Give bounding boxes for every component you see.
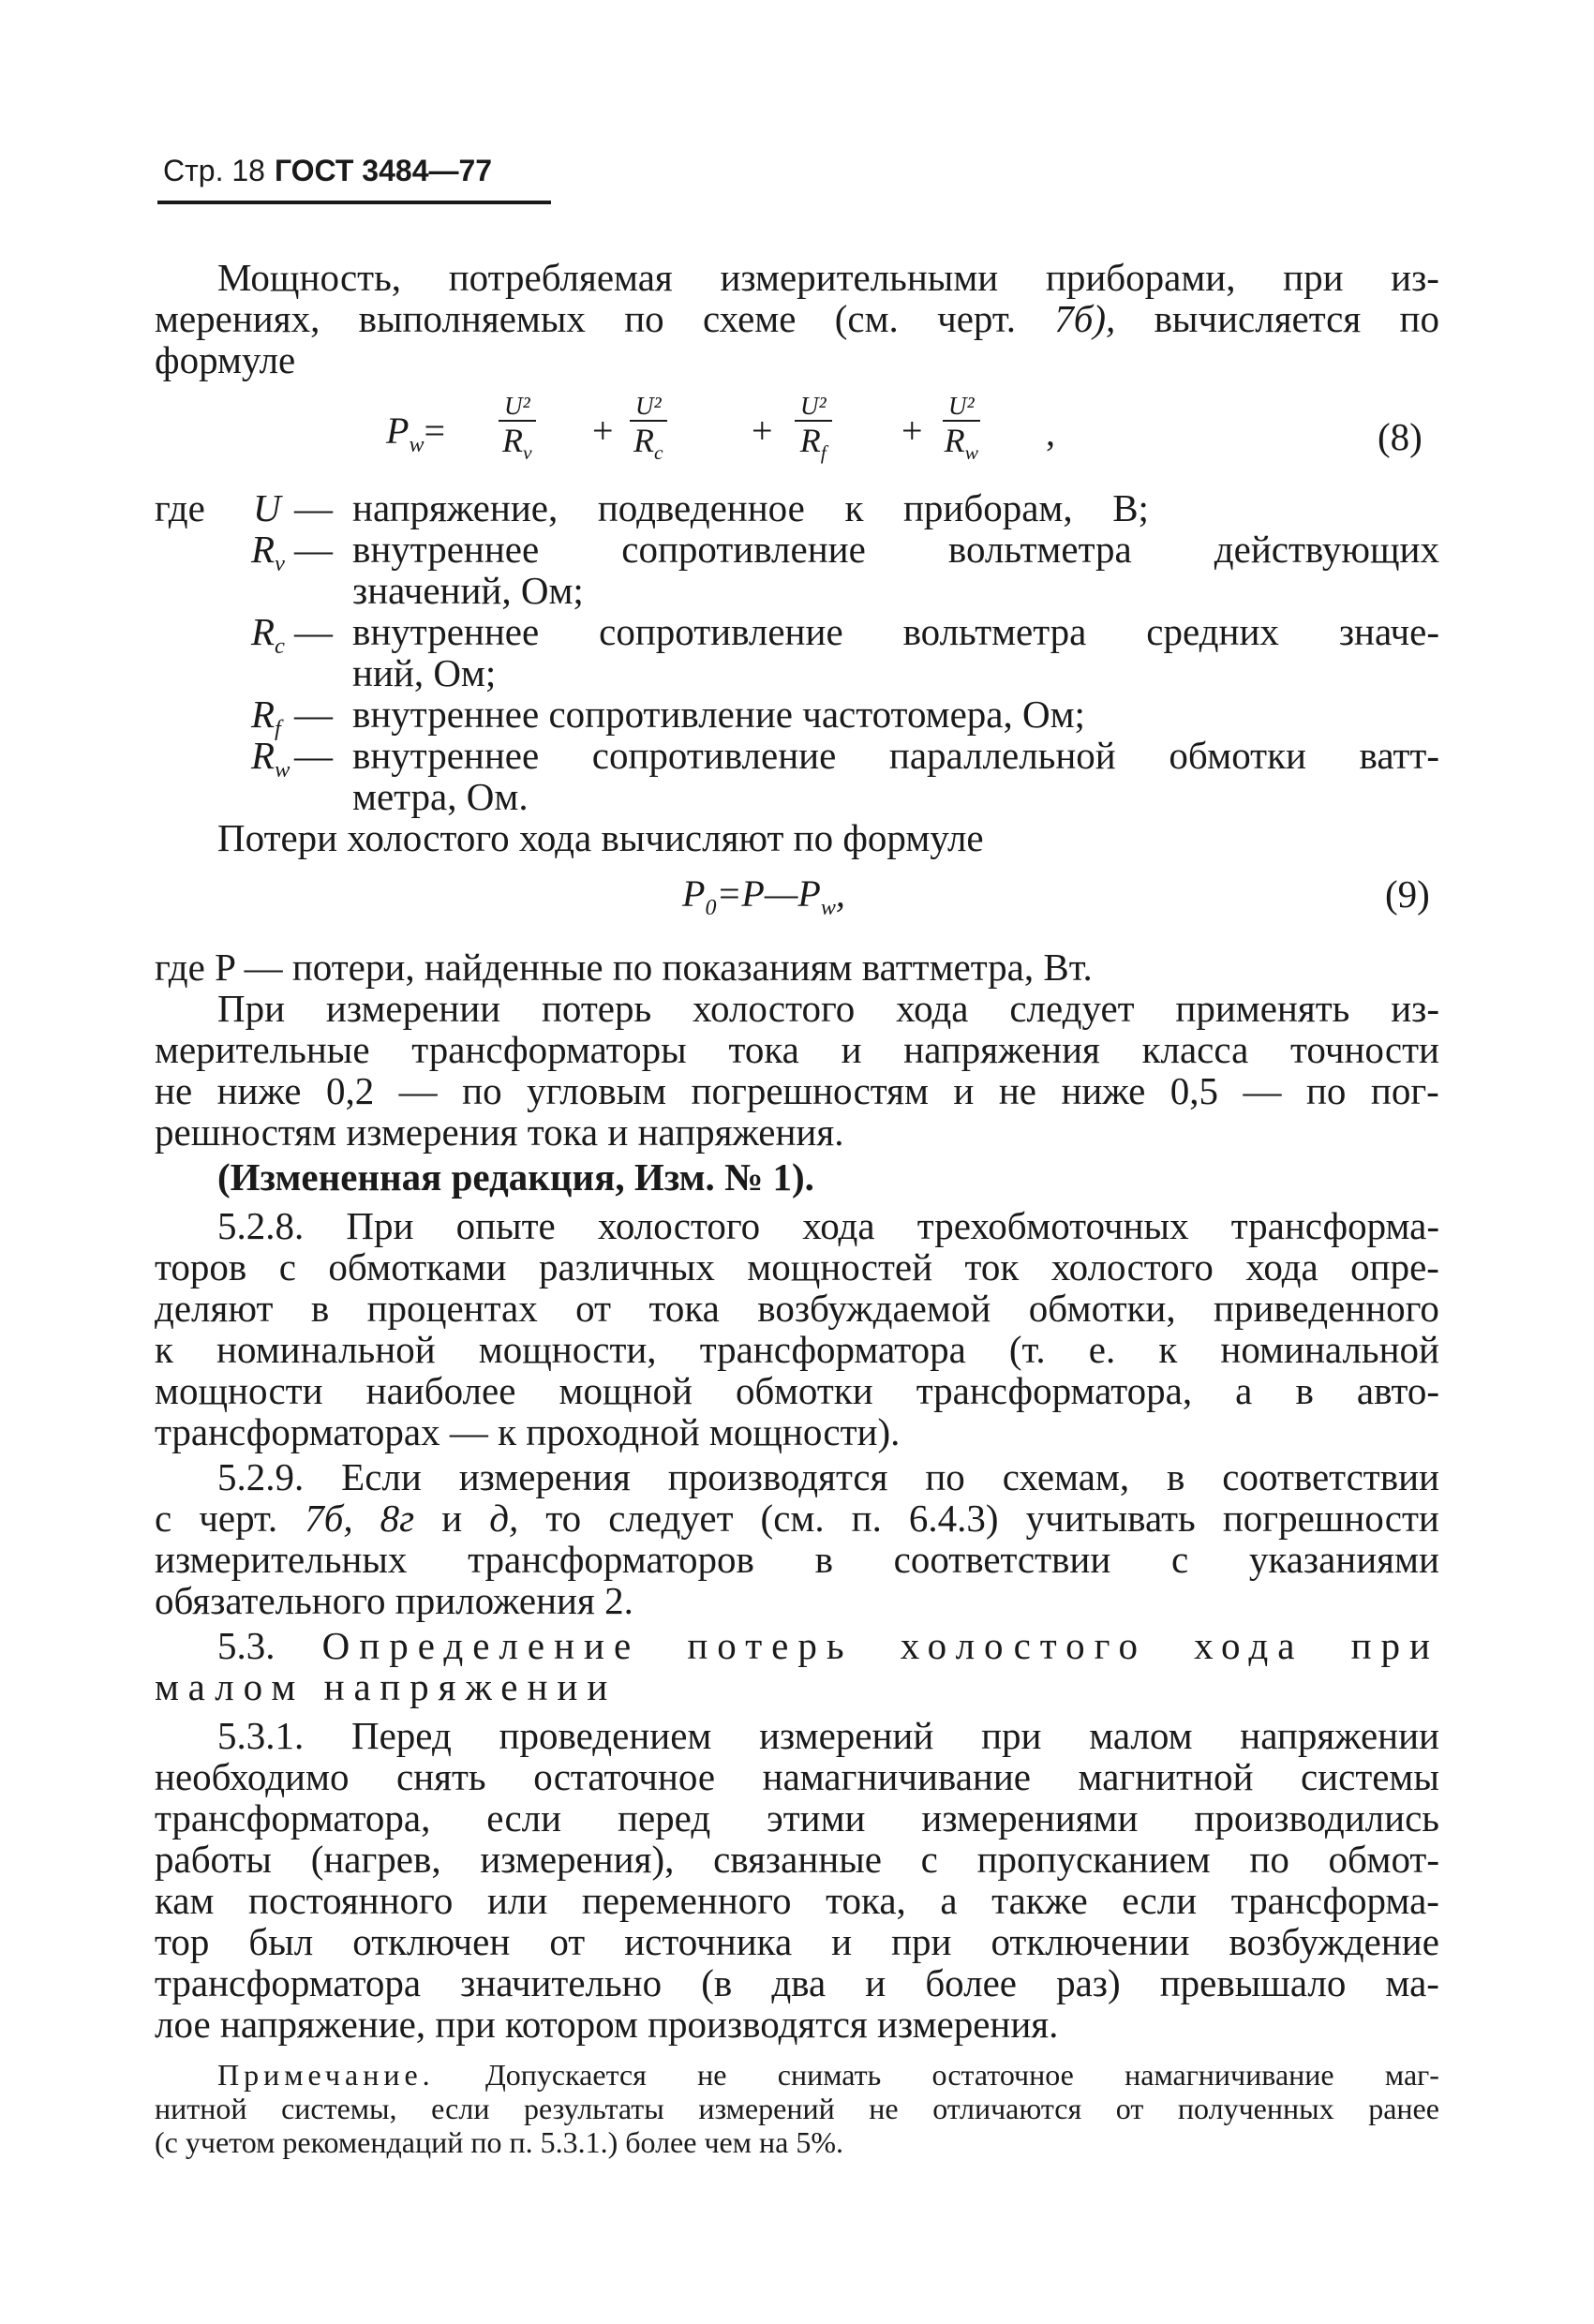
formula-8-lhs: $P_w=$ [386, 410, 446, 457]
para-transformers-line-1: При измерении потерь холостого хода следует применять из- [217, 987, 1439, 1030]
fraction-rv: U² $R_v$ [499, 392, 536, 471]
p531-line-2: необходимо снять остаточное намагничивание магнитной системы [155, 1755, 1439, 1798]
formula-9: $P_0=P—P_w$, [682, 872, 845, 920]
section-5-3-heading-line-1: 5.3. Определение потерь холостого хода при [217, 1624, 1439, 1667]
def-dash: — [294, 486, 333, 529]
def-dash: — [294, 693, 333, 736]
losses-intro: Потери холостого хода вычисляют по формуле [217, 816, 984, 859]
def-dash: — [294, 610, 333, 653]
def-rf-line: внутреннее сопротивление частотомера, Ом; [352, 693, 1085, 736]
p528-line-2: торов с обмотками различных мощностей ток холостого хода опре- [155, 1245, 1439, 1289]
note-line-3: (с учетом рекомендаций по п. 5.3.1.) более чем на 5%. [155, 2125, 843, 2159]
para-transformers-line-3: не ниже 0,2 — по угловым погрешностям и не ниже 0,5 — по пог- [155, 1069, 1439, 1112]
def-rc-line-2: ний, Ом; [352, 651, 497, 694]
p528-line-6: трансформаторах — к проходной мощности). [155, 1410, 901, 1453]
p528-line-1: 5.2.8. При опыте холостого хода трехобмоточных трансформа- [217, 1204, 1439, 1247]
fraction-rc: U² $R_c$ [630, 392, 667, 471]
para-transformers-line-2: мерительные трансформаторы тока и напряжения класса точности [155, 1028, 1439, 1071]
losses-where: где P — потери, найденные по показаниям ваттметра, Вт. [155, 946, 1093, 989]
defs-lead: где [155, 486, 205, 529]
note-line-2: нитной системы, если результаты измерений не отличаются от полученных ранее [155, 2092, 1439, 2125]
equation-number-9: (9) [1385, 872, 1430, 916]
para-transformers-line-4: решностям измерения тока и напряжения. [155, 1110, 844, 1154]
intro-line-1: Мощность, потребляемая измерительными приборами, при из- [217, 256, 1439, 299]
def-symbol-rv: $R_v$ [251, 528, 285, 577]
header-rule [157, 201, 551, 204]
def-u-line: напряжение, подведенное к приборам, В; [352, 486, 1149, 529]
def-dash: — [294, 734, 333, 777]
p529-line-1: 5.2.9. Если измерения производятся по схемам, в соответствии [217, 1455, 1439, 1498]
page-number: Стр. 18 [163, 154, 265, 187]
def-symbol-rf: $R_f$ [251, 693, 281, 742]
p528-line-4: к номинальной мощности, трансформатора (т. е. к номинальной [155, 1328, 1439, 1371]
formula-8-comma: , [1046, 411, 1055, 454]
def-rw-line-1: внутреннее сопротивление параллельной обмотки ватт- [352, 734, 1439, 777]
section-5-3-heading-line-2: малом напряжении [155, 1665, 618, 1708]
equation-number-8: (8) [1378, 415, 1423, 458]
def-rc-line-1: внутреннее сопротивление вольтметра средних значе- [352, 610, 1439, 653]
plus-3: + [901, 410, 923, 452]
fraction-rw: U² $R_w$ [944, 392, 978, 465]
standard-designation: ГОСТ 3484—77 [274, 154, 493, 187]
def-rw-line-2: метра, Ом. [352, 775, 529, 818]
note-line-1: Примечание. Допускается не снимать остаточное намагничивание маг- [217, 2058, 1439, 2092]
p531-line-3: трансформатора, если перед этими измерениями производились [155, 1796, 1439, 1840]
def-dash: — [294, 528, 333, 571]
page-header [163, 154, 492, 188]
def-rv-line-2: значений, Ом; [352, 569, 584, 612]
intro-line-3: формуле [155, 338, 296, 381]
p531-line-4: работы (нагрев, измерения), связанные с пропусканием по обмот- [155, 1838, 1439, 1881]
def-symbol-rc: $R_c$ [251, 610, 285, 660]
p531-line-5: кам постоянного или переменного тока, а также если трансформа- [155, 1879, 1439, 1922]
p531-line-6: тор был отключен от источника и при отключении возбуждение [155, 1920, 1439, 1963]
fraction-rf: U² $R_f$ [795, 392, 832, 471]
p529-line-4: обязательного приложения 2. [155, 1579, 633, 1622]
def-rv-line-1: внутреннее сопротивление вольтметра действующих [352, 528, 1439, 571]
plus-2: + [752, 410, 773, 452]
plus-1: + [592, 410, 614, 452]
p529-line-3: измерительных трансформаторов в соответствии с указаниями [155, 1538, 1439, 1581]
p531-line-1: 5.3.1. Перед проведением измерений при малом напряжении [217, 1714, 1439, 1757]
def-symbol-u: U [253, 486, 281, 529]
p528-line-3: деляют в процентах от тока возбуждаемой обмотки, приведенного [155, 1287, 1439, 1330]
def-symbol-rw: $R_w$ [251, 734, 290, 783]
intro-line-2: мерениях, выполняемых по схеме (см. черт. 7б), вычисляется по [155, 297, 1439, 340]
p531-line-8: лое напряжение, при котором производятся измерения. [155, 2003, 1059, 2046]
p531-line-7: трансформатора значительно (в два и более раз) превышало ма- [155, 1961, 1439, 2004]
amendment-note: (Измененная редакция, Изм. № 1). [217, 1155, 814, 1199]
p529-line-2: с черт. 7б, 8г и д, то следует (см. п. 6.4.3) учитывать погрешности [155, 1497, 1439, 1540]
p528-line-5: мощности наиболее мощной обмотки трансформатора, а в авто- [155, 1369, 1439, 1412]
